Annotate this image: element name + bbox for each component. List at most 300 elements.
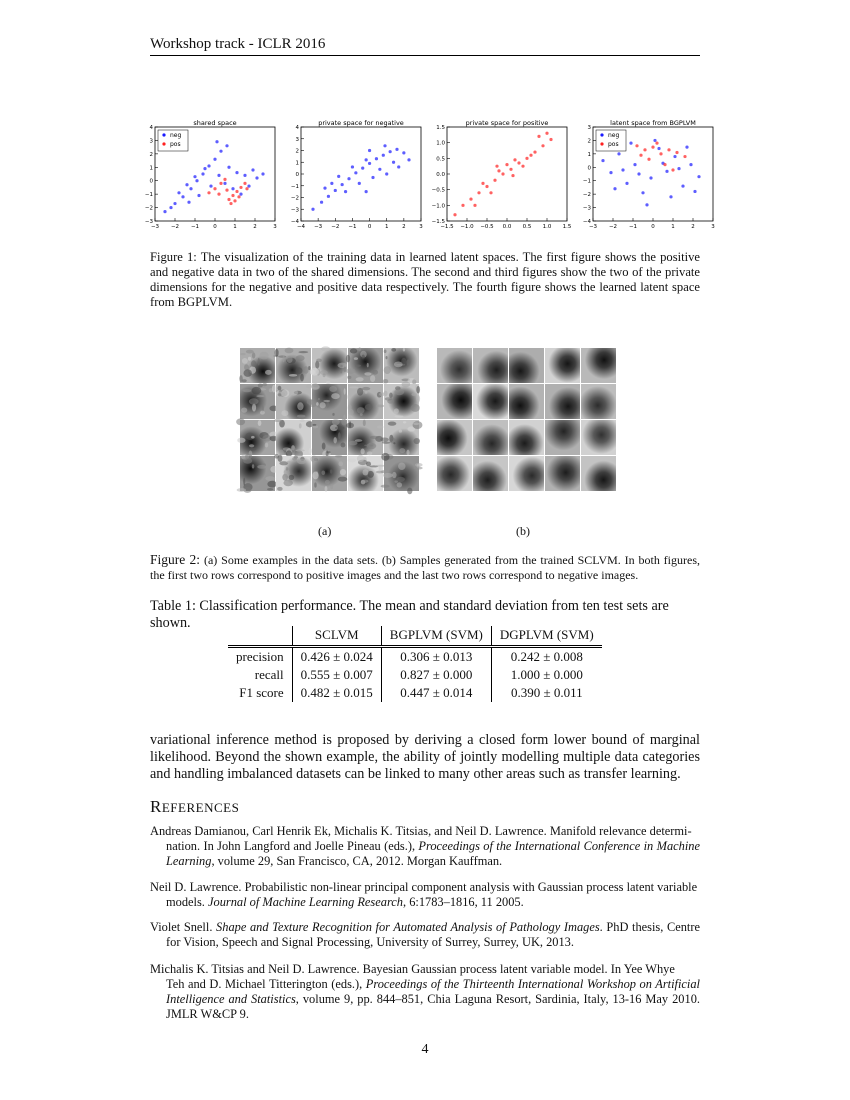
data-point xyxy=(675,151,678,154)
texture-blob xyxy=(335,455,342,457)
data-point xyxy=(545,132,548,135)
data-point xyxy=(323,187,326,190)
texture-blob xyxy=(350,348,357,353)
texture-blob xyxy=(388,421,397,425)
texture-blob xyxy=(258,420,262,426)
scatter-panel xyxy=(291,119,423,230)
image-patch xyxy=(509,384,544,419)
data-point xyxy=(537,135,540,138)
figure-2-caption-label: Figure 2: xyxy=(150,552,200,567)
references-heading xyxy=(150,797,239,817)
data-point xyxy=(601,159,604,162)
texture-blob xyxy=(403,348,405,352)
texture-blob xyxy=(262,383,267,386)
x-tick-label: −1.0 xyxy=(460,224,474,230)
texture-blob xyxy=(299,423,302,428)
data-point xyxy=(177,191,180,194)
data-point xyxy=(649,176,652,179)
data-point xyxy=(169,206,172,209)
image-patch xyxy=(473,456,508,491)
data-point xyxy=(347,177,350,180)
table-cell: 1.000 ± 0.000 xyxy=(491,666,601,684)
texture-blob xyxy=(331,393,340,399)
data-point xyxy=(669,195,672,198)
image-patch xyxy=(437,456,472,491)
y-tick-label: −3 xyxy=(290,207,299,214)
texture-blob xyxy=(323,373,326,377)
data-point xyxy=(667,148,670,151)
texture-blob xyxy=(277,487,283,491)
table-col-header: DGPLVM (SVM) xyxy=(491,626,601,645)
x-tick-label: −3 xyxy=(314,224,323,230)
reference-text: Teh and D. Michael Titterington (eds.), xyxy=(166,977,366,991)
data-point xyxy=(477,191,480,194)
texture-blob xyxy=(312,384,320,390)
reference-continuation xyxy=(150,839,700,869)
data-point xyxy=(693,190,696,193)
data-point xyxy=(261,172,264,175)
x-tick-label: 0.5 xyxy=(522,224,532,230)
texture-blob xyxy=(383,473,393,478)
texture-blob xyxy=(277,455,282,462)
data-point xyxy=(689,163,692,166)
data-point xyxy=(235,171,238,174)
data-point xyxy=(243,174,246,177)
texture-blob xyxy=(265,370,272,375)
data-point xyxy=(629,142,632,145)
texture-blob xyxy=(297,415,306,418)
x-tick-label: 1 xyxy=(384,224,389,230)
texture-blob xyxy=(370,436,379,439)
x-tick-label: −3 xyxy=(588,224,598,230)
texture-blob xyxy=(402,381,411,387)
texture-blob xyxy=(287,461,291,464)
texture-blob xyxy=(278,393,282,396)
data-point xyxy=(485,185,488,188)
legend-label: pos xyxy=(170,141,181,148)
data-point xyxy=(671,168,674,171)
y-tick-label: 0 xyxy=(149,178,153,185)
texture-blob xyxy=(283,355,285,362)
data-point xyxy=(495,165,498,168)
texture-blob xyxy=(389,393,393,398)
texture-blob xyxy=(259,352,268,360)
texture-blob xyxy=(252,404,256,412)
data-point xyxy=(341,183,344,186)
data-point xyxy=(187,201,190,204)
table-row xyxy=(228,666,602,684)
data-point xyxy=(237,195,240,198)
running-header: Workshop track - ICLR 2016 xyxy=(150,36,326,52)
texture-blob xyxy=(325,480,330,484)
data-point xyxy=(368,149,371,152)
texture-blob xyxy=(275,349,279,357)
texture-blob xyxy=(252,464,255,468)
texture-blob xyxy=(237,438,245,443)
data-point xyxy=(235,190,238,193)
data-point xyxy=(493,179,496,182)
texture-blob xyxy=(346,368,355,373)
texture-blob xyxy=(243,369,251,377)
texture-blob xyxy=(407,488,412,495)
data-point xyxy=(173,202,176,205)
texture-blob xyxy=(252,352,255,358)
texture-blob xyxy=(365,391,368,394)
data-point xyxy=(639,154,642,157)
data-point xyxy=(243,182,246,185)
y-tick-label: −4 xyxy=(290,219,299,225)
texture-blob xyxy=(349,386,358,388)
texture-blob xyxy=(383,379,388,383)
image-patch xyxy=(276,348,311,383)
image-patch xyxy=(437,420,472,455)
texture-blob xyxy=(344,388,346,394)
texture-blob xyxy=(356,377,364,381)
image-patch xyxy=(509,348,544,383)
x-tick-label: −4 xyxy=(296,224,306,230)
texture-blob xyxy=(406,359,410,365)
data-point xyxy=(201,172,204,175)
data-point xyxy=(389,150,392,153)
texture-blob xyxy=(396,477,405,482)
data-point xyxy=(529,154,532,157)
texture-blob xyxy=(249,444,254,447)
data-point xyxy=(358,182,361,185)
data-point xyxy=(251,168,254,171)
data-point xyxy=(621,168,624,171)
image-patch xyxy=(581,456,616,491)
data-point xyxy=(231,194,234,197)
image-patch xyxy=(545,384,580,419)
data-point xyxy=(217,174,220,177)
reference-text: Violet Snell. xyxy=(150,920,217,934)
texture-blob xyxy=(416,386,420,393)
y-tick-label: −1.0 xyxy=(431,203,445,210)
data-point xyxy=(225,189,228,192)
reference-venue: Journal of Machine Learning Research xyxy=(208,895,404,909)
x-tick-label: 0 xyxy=(213,224,217,230)
texture-blob xyxy=(384,349,387,353)
data-point xyxy=(219,182,222,185)
x-tick-label: 1.5 xyxy=(562,224,572,230)
texture-blob xyxy=(406,450,409,456)
data-point xyxy=(219,150,222,153)
data-point xyxy=(655,142,658,145)
table-1 xyxy=(228,626,602,702)
texture-blob xyxy=(381,453,389,461)
texture-blob xyxy=(241,407,247,412)
data-point xyxy=(609,171,612,174)
texture-blob xyxy=(298,351,308,353)
texture-blob xyxy=(321,346,330,351)
reference-item xyxy=(150,920,700,950)
data-point xyxy=(653,139,656,142)
y-tick-label: 1.0 xyxy=(436,140,445,147)
texture-blob xyxy=(340,365,342,368)
image-patch xyxy=(473,420,508,455)
figure-2b-label: (b) xyxy=(516,524,530,538)
data-point xyxy=(497,169,500,172)
table-row-label: F1 score xyxy=(239,685,284,700)
references-heading-initial: R xyxy=(150,797,162,816)
y-tick-label: 3 xyxy=(587,125,591,131)
texture-blob xyxy=(368,471,374,478)
texture-blob xyxy=(338,432,341,439)
data-point xyxy=(361,167,364,170)
x-tick-label: −2 xyxy=(608,224,618,230)
data-point xyxy=(255,176,258,179)
texture-blob xyxy=(272,385,276,393)
data-point xyxy=(239,193,242,196)
texture-blob xyxy=(365,404,373,410)
data-point xyxy=(641,191,644,194)
figure-2b-image-grid xyxy=(437,348,615,492)
data-point xyxy=(397,165,400,168)
reference-item xyxy=(150,824,700,869)
data-point xyxy=(697,175,700,178)
y-tick-label: −3 xyxy=(144,219,153,225)
data-point xyxy=(351,165,354,168)
texture-blob xyxy=(348,409,354,415)
reference-venue: Proceedings of the International Conference in Machine Learning xyxy=(166,839,700,868)
table-cell: 0.390 ± 0.011 xyxy=(491,684,601,702)
texture-blob xyxy=(245,454,252,460)
x-tick-label: −0.5 xyxy=(480,224,494,230)
texture-blob xyxy=(362,387,370,390)
y-tick-label: 0 xyxy=(295,172,299,178)
data-point xyxy=(185,183,188,186)
x-tick-label: −1.5 xyxy=(440,224,454,230)
texture-blob xyxy=(385,397,392,400)
data-point xyxy=(227,198,230,201)
data-point xyxy=(453,213,456,216)
x-tick-label: 3 xyxy=(273,224,277,230)
legend-label: pos xyxy=(608,141,619,148)
data-point xyxy=(337,175,340,178)
texture-blob xyxy=(399,430,402,433)
table-corner xyxy=(228,626,292,645)
table-row xyxy=(228,684,602,702)
data-point xyxy=(215,140,218,143)
plot-title: private space for negative xyxy=(318,119,404,127)
texture-blob xyxy=(364,372,371,375)
texture-blob xyxy=(335,426,345,430)
y-tick-label: −1 xyxy=(290,183,299,190)
plot-title: latent space from BGPLVM xyxy=(610,119,696,127)
texture-blob xyxy=(413,421,423,429)
texture-blob xyxy=(251,436,255,439)
texture-blob xyxy=(309,400,317,407)
texture-blob xyxy=(413,422,419,425)
reference-text: nation. In John Langford and Joelle Pineau (eds.), xyxy=(166,839,419,853)
data-point xyxy=(637,172,640,175)
texture-blob xyxy=(236,418,245,425)
data-point xyxy=(311,208,314,211)
references-heading-rest: EFERENCES xyxy=(161,800,240,815)
data-point xyxy=(633,163,636,166)
data-point xyxy=(193,175,196,178)
texture-blob xyxy=(242,358,248,364)
texture-blob xyxy=(355,439,363,442)
y-tick-label: −2 xyxy=(144,205,153,212)
texture-blob xyxy=(411,393,417,396)
texture-blob xyxy=(394,389,404,395)
data-point xyxy=(245,187,248,190)
table-cell: 0.426 ± 0.024 xyxy=(292,647,381,667)
scatter-panel xyxy=(145,119,277,230)
data-point xyxy=(402,151,405,154)
data-point xyxy=(645,203,648,206)
texture-blob xyxy=(332,413,334,416)
texture-blob xyxy=(239,375,243,382)
legend-marker xyxy=(600,142,603,145)
page-number: 4 xyxy=(421,1042,429,1057)
data-point xyxy=(354,171,357,174)
figure-2-caption-text: (a) Some examples in the data sets. (b) Samples generated from the trained SCLVM. In both figures, the first two rows correspond to positive images and the last two rows correspond to negative images. xyxy=(150,553,701,582)
image-patch xyxy=(509,420,544,455)
data-point xyxy=(505,163,508,166)
data-point xyxy=(383,144,386,147)
texture-blob xyxy=(242,389,251,392)
data-point xyxy=(533,150,536,153)
data-point xyxy=(189,187,192,190)
texture-blob xyxy=(399,448,405,453)
texture-blob xyxy=(413,467,423,470)
image-patch xyxy=(545,348,580,383)
y-tick-label: 0 xyxy=(587,165,591,172)
texture-blob xyxy=(413,438,420,444)
data-point xyxy=(327,195,330,198)
texture-blob xyxy=(381,470,388,473)
texture-blob xyxy=(296,367,303,374)
texture-blob xyxy=(281,410,288,416)
data-point xyxy=(195,179,198,182)
texture-blob xyxy=(296,355,305,361)
texture-blob xyxy=(327,451,331,453)
texture-blob xyxy=(340,469,346,475)
scatter-panel xyxy=(583,119,715,230)
data-point xyxy=(227,166,230,169)
texture-blob xyxy=(348,458,357,462)
y-tick-label: −4 xyxy=(582,219,591,225)
figure-1-scatter-plots xyxy=(144,117,715,235)
reference-text: , volume 29, San Francisco, CA, 2012. Morgan Kauffman. xyxy=(211,854,503,868)
texture-blob xyxy=(246,350,254,354)
data-point xyxy=(223,178,226,181)
texture-blob xyxy=(260,411,265,415)
texture-blob xyxy=(316,358,322,362)
data-point xyxy=(231,187,234,190)
texture-blob xyxy=(252,387,262,395)
body-paragraph: variational inference method is proposed by deriving a closed form lower bound of marginal likelihood. Beyond the shown example, the ability of jointly modelling multiple data categories and handling imbalanced datasets can be linked to many other areas such as transfer learning. xyxy=(150,732,700,782)
plot-title: private space for positive xyxy=(465,119,549,127)
x-tick-label: 2 xyxy=(402,224,406,230)
texture-blob xyxy=(300,419,305,422)
image-patch xyxy=(312,420,347,455)
data-point xyxy=(209,184,212,187)
image-patch xyxy=(545,456,580,491)
texture-blob xyxy=(377,425,384,428)
texture-blob xyxy=(286,467,289,470)
texture-blob xyxy=(279,449,284,455)
y-tick-label: 3 xyxy=(295,136,299,143)
plot-title: shared space xyxy=(193,119,237,127)
texture-blob xyxy=(292,457,297,460)
y-tick-label: −1 xyxy=(582,178,591,185)
image-patch xyxy=(473,348,508,383)
texture-blob xyxy=(384,391,388,396)
data-point xyxy=(203,167,206,170)
texture-blob xyxy=(363,420,366,426)
texture-blob xyxy=(290,389,298,395)
data-point xyxy=(181,195,184,198)
texture-blob xyxy=(338,477,347,482)
plot-legend xyxy=(158,130,188,151)
plot-frame xyxy=(447,127,567,221)
texture-blob xyxy=(267,481,277,488)
x-tick-label: 2 xyxy=(691,224,695,230)
y-tick-label: −3 xyxy=(582,205,591,212)
texture-blob xyxy=(250,448,256,451)
texture-blob xyxy=(329,386,337,392)
y-tick-label: 3 xyxy=(149,138,153,145)
data-point xyxy=(501,172,504,175)
texture-blob xyxy=(380,437,389,441)
texture-blob xyxy=(283,447,291,450)
data-point xyxy=(217,193,220,196)
texture-blob xyxy=(357,455,364,462)
texture-blob xyxy=(394,408,399,413)
legend-marker xyxy=(600,133,603,136)
reference-continuation xyxy=(150,895,700,910)
figure-2-caption xyxy=(150,552,700,583)
data-point xyxy=(365,158,368,161)
texture-blob xyxy=(367,363,369,367)
x-tick-label: 3 xyxy=(419,224,423,230)
x-tick-label: 3 xyxy=(711,224,715,230)
texture-blob xyxy=(382,441,390,443)
reference-text: models. xyxy=(166,895,208,909)
texture-blob xyxy=(291,447,296,451)
reference-text: , 6:1783–1816, 11 2005. xyxy=(403,895,524,909)
data-point xyxy=(371,176,374,179)
texture-blob xyxy=(309,448,313,454)
texture-blob xyxy=(416,395,420,402)
texture-blob xyxy=(354,357,358,360)
texture-blob xyxy=(357,407,365,413)
texture-blob xyxy=(347,394,350,399)
texture-blob xyxy=(249,398,259,404)
y-tick-label: 2 xyxy=(587,138,591,145)
texture-blob xyxy=(285,348,294,354)
texture-blob xyxy=(289,475,295,480)
texture-blob xyxy=(286,450,292,457)
texture-blob xyxy=(372,370,378,375)
texture-blob xyxy=(251,360,256,367)
texture-blob xyxy=(321,470,325,475)
texture-blob xyxy=(379,466,382,470)
table-col-header: BGPLVM (SVM) xyxy=(381,626,491,645)
data-point xyxy=(385,172,388,175)
table-col-header: SCLVM xyxy=(292,626,381,645)
texture-blob xyxy=(289,374,297,377)
image-patch xyxy=(545,420,580,455)
x-tick-label: −2 xyxy=(170,224,180,230)
data-point xyxy=(489,191,492,194)
legend-marker xyxy=(162,142,165,145)
data-point xyxy=(481,182,484,185)
texture-blob xyxy=(371,462,373,464)
